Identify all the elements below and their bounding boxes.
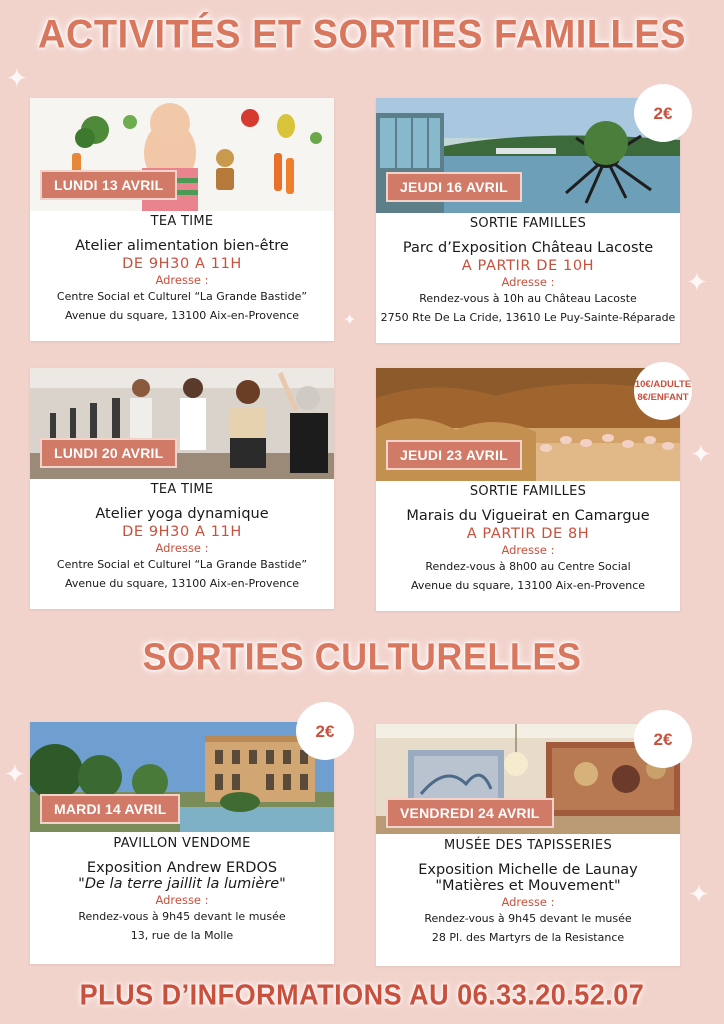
- address-line: 28 Pl. des Martyrs de la Resistance: [431, 931, 625, 944]
- sparkle-icon: ✦: [6, 64, 28, 94]
- event-subtitle: "Matières et Mouvement": [435, 878, 621, 894]
- event-type: TEA TIME: [150, 482, 214, 497]
- date-banner: LUNDI 20 AVRIL: [40, 438, 177, 468]
- date-banner: JEUDI 23 AVRIL: [386, 440, 522, 470]
- page-title: ACTIVITÉS ET SORTIES FAMILLES: [38, 12, 686, 58]
- section-title-cultural: SORTIES CULTURELLES: [142, 634, 582, 678]
- event-card-chateau-lacoste[interactable]: [376, 98, 680, 343]
- event-type: MUSÉE DES TAPISSERIES: [444, 838, 612, 853]
- event-title: Exposition Andrew ERDOS: [86, 860, 278, 876]
- price-badge: [634, 362, 692, 420]
- event-title: Exposition Michelle de Launay: [418, 862, 638, 878]
- event-title: Atelier yoga dynamique: [95, 506, 269, 522]
- event-card-pavillon-vendome[interactable]: [30, 722, 334, 964]
- sparkle-icon: ✦: [4, 760, 26, 790]
- event-time: DE 9H30 A 11H: [122, 524, 242, 540]
- price-adult: 10€/ADULTE: [634, 379, 692, 390]
- address-line: 2750 Rte De La Cride, 13610 Le Puy-Sainte-Réparade: [380, 311, 676, 324]
- event-type: SORTIE FAMILLES: [469, 484, 587, 499]
- price-badge: 2€: [634, 84, 692, 142]
- address-line: Avenue du square, 13100 Aix-en-Provence: [64, 577, 300, 590]
- date-banner: JEUDI 16 AVRIL: [386, 172, 522, 202]
- sparkle-icon: ✦: [688, 880, 710, 910]
- address-label: Adresse :: [501, 275, 555, 289]
- event-info: [376, 838, 680, 947]
- event-time: DE 9H30 A 11H: [122, 256, 242, 272]
- sparkle-icon: ✦: [343, 310, 357, 329]
- address-line: Rendez-vous à 9h45 devant le musée: [78, 910, 286, 923]
- event-info: [30, 482, 334, 593]
- event-subtitle: "De la terre jaillit la lumière": [78, 876, 286, 892]
- address-line: Avenue du square, 13100 Aix-en-Provence: [64, 309, 300, 322]
- event-type: SORTIE FAMILLES: [469, 216, 587, 231]
- address-label: Adresse :: [501, 895, 555, 909]
- address-line: Rendez-vous à 9h45 devant le musée: [424, 912, 632, 925]
- price-badge: 2€: [634, 710, 692, 768]
- address-line: 13, rue de la Molle: [130, 929, 234, 942]
- event-time: A PARTIR DE 8H: [466, 526, 590, 542]
- event-card-vigueirat[interactable]: [376, 368, 680, 611]
- address-line: Rendez-vous à 8h00 au Centre Social: [425, 560, 631, 573]
- event-info: [30, 836, 334, 945]
- date-banner: VENDREDI 24 AVRIL: [386, 798, 554, 828]
- sparkle-icon: ✦: [690, 440, 712, 470]
- footer-phone: PLUS D’INFORMATIONS AU 06.33.20.52.07: [79, 979, 645, 1011]
- event-info: [376, 216, 680, 327]
- price-child: 8€/ENFANT: [637, 392, 689, 403]
- event-info: [30, 214, 334, 325]
- address-line: Avenue du square, 13100 Aix-en-Provence: [410, 579, 646, 592]
- event-type: PAVILLON VENDOME: [113, 836, 251, 851]
- address-line: Centre Social et Culturel “La Grande Bastide”: [56, 290, 308, 303]
- address-label: Adresse :: [155, 541, 209, 555]
- address-line: Centre Social et Culturel “La Grande Bastide”: [56, 558, 308, 571]
- event-card-yoga[interactable]: [30, 368, 334, 609]
- sparkle-icon: ✦: [686, 268, 708, 298]
- event-title: Parc d’Exposition Château Lacoste: [402, 240, 654, 256]
- address-label: Adresse :: [155, 273, 209, 287]
- event-info: [376, 484, 680, 595]
- date-banner: MARDI 14 AVRIL: [40, 794, 180, 824]
- date-banner: LUNDI 13 AVRIL: [40, 170, 177, 200]
- event-type: TEA TIME: [150, 214, 214, 229]
- event-time: A PARTIR DE 10H: [461, 258, 595, 274]
- event-card-food-workshop[interactable]: [30, 98, 334, 341]
- address-line: Rendez-vous à 10h au Château Lacoste: [419, 292, 637, 305]
- price-badge: 2€: [296, 702, 354, 760]
- address-label: Adresse :: [155, 893, 209, 907]
- event-title: Marais du Vigueirat en Camargue: [406, 508, 650, 524]
- address-label: Adresse :: [501, 543, 555, 557]
- event-title: Atelier alimentation bien-être: [75, 238, 289, 254]
- event-card-musee-tapisseries[interactable]: [376, 724, 680, 966]
